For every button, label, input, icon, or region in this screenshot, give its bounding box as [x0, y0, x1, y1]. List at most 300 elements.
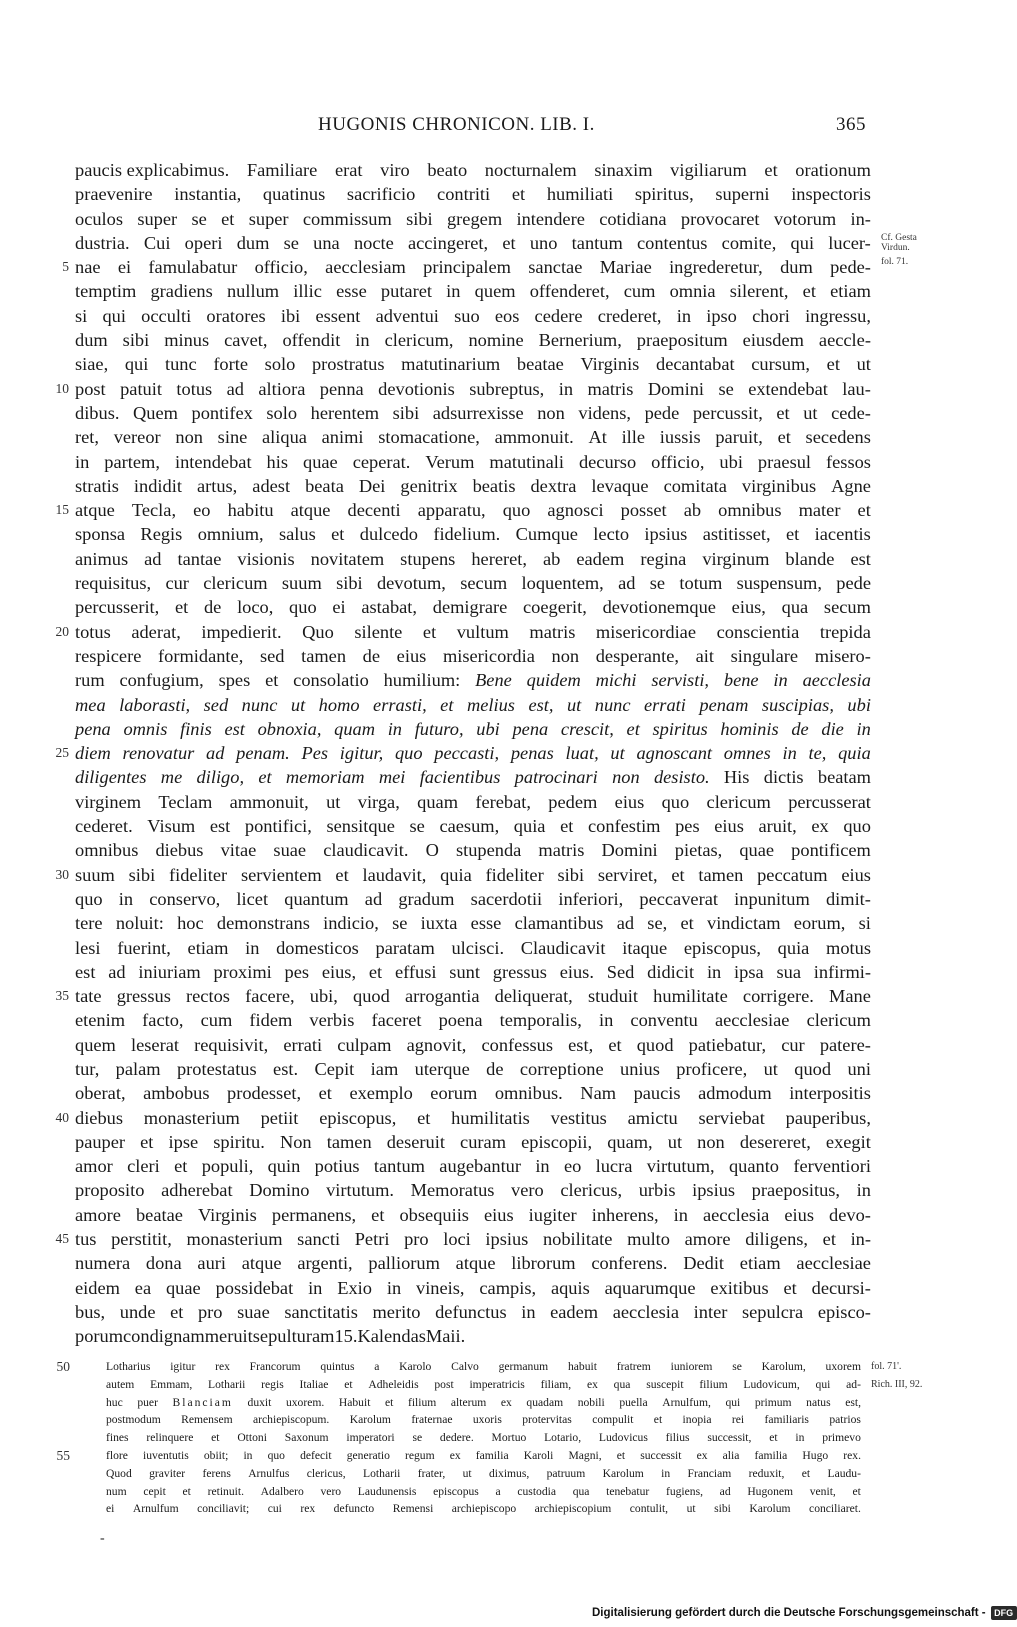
word: sanctitatis: [284, 1301, 358, 1322]
word: effusi: [394, 961, 437, 982]
word: monasterium: [143, 1107, 240, 1128]
word: sibi: [714, 1502, 731, 1516]
word: pede: [644, 402, 680, 423]
word: sibi: [128, 864, 156, 885]
word: Ludovicum,: [743, 1377, 800, 1391]
word: esse: [336, 281, 367, 302]
text-line: [75, 644, 871, 668]
word: se: [412, 1431, 423, 1445]
word: peccaverat: [639, 888, 718, 909]
word: in: [856, 1180, 871, 1201]
word: desisto.: [653, 767, 710, 788]
word: astabat,: [361, 597, 418, 618]
word: et: [671, 864, 685, 885]
word: rei: [731, 1413, 745, 1427]
word: Memoratus: [410, 1180, 495, 1201]
word: matris: [538, 840, 585, 861]
word: suum: [281, 573, 322, 594]
word: errati: [643, 694, 686, 715]
word: contulit,: [629, 1502, 669, 1516]
credit-text: Digitalisierung gefördert durch die Deutsche Forschungsgemeinschaft -: [592, 1607, 986, 1619]
word: in: [773, 670, 788, 691]
word: est,: [845, 1395, 861, 1409]
running-header: [0, 114, 1000, 138]
word: paucis: [633, 1083, 681, 1104]
word: eius: [396, 645, 427, 666]
word: prodesset,: [227, 1083, 302, 1104]
word: qua: [613, 1377, 631, 1391]
word: tur,: [75, 1058, 100, 1079]
word: stupens: [400, 548, 456, 569]
word: vereor: [113, 427, 161, 448]
word: cederet.: [75, 816, 133, 837]
word: clericum,: [384, 330, 454, 351]
word: dum: [236, 232, 270, 253]
word: familiaris: [764, 1413, 809, 1427]
word: Cui: [143, 232, 171, 253]
word: penam.: [236, 743, 290, 764]
word: reduxit,: [748, 1466, 785, 1480]
word: ut: [686, 1502, 696, 1516]
word: urbis: [638, 1180, 676, 1201]
word: qua: [572, 1484, 590, 1498]
word: postmodum: [106, 1413, 161, 1427]
word: minus: [164, 330, 210, 351]
word: ei: [117, 257, 132, 278]
word: se: [409, 816, 425, 837]
word: exitibus: [710, 1277, 769, 1298]
word: misericordiae: [595, 621, 697, 642]
word: ammonuit,: [229, 791, 309, 812]
word: Verum: [425, 451, 475, 472]
word: imperatricis: [469, 1377, 525, 1391]
word: decursi-: [811, 1277, 871, 1298]
word: quae: [739, 840, 775, 861]
word: eius: [784, 1204, 814, 1225]
word: ea: [134, 1277, 152, 1298]
word: eos: [494, 305, 520, 326]
word: ut: [763, 1058, 778, 1079]
word: Agne: [831, 475, 871, 496]
word: inter: [693, 1301, 728, 1322]
word: sacrificio: [346, 184, 416, 205]
word: sed: [203, 694, 229, 715]
word: confugium,: [119, 670, 204, 691]
word: ceperat.: [352, 451, 411, 472]
word: eiusdem: [742, 330, 804, 351]
word: porum: [75, 1326, 124, 1347]
word: indicio,: [323, 913, 379, 934]
word: animus: [75, 548, 129, 569]
word: cavet,: [224, 330, 268, 351]
word: Visum: [147, 816, 196, 837]
word: et: [140, 1131, 154, 1152]
word: pontificem: [791, 840, 871, 861]
text-line: [75, 717, 871, 741]
word: provocaret: [680, 208, 760, 229]
word: ibi: [280, 305, 301, 326]
word: atque: [241, 1253, 282, 1274]
word: dedere.: [439, 1431, 474, 1445]
word: praepositum: [636, 330, 728, 351]
word: in-: [850, 208, 871, 229]
word: et: [211, 1431, 220, 1445]
word: pede-: [830, 257, 871, 278]
text-line: [75, 765, 871, 789]
word: chori: [752, 305, 790, 326]
word: dum: [780, 257, 813, 278]
word: et: [265, 670, 279, 691]
text-line: [75, 1057, 871, 1081]
word: omnes: [723, 743, 771, 764]
word: pauperibus,: [785, 1107, 871, 1128]
text-line: [75, 474, 871, 498]
word: filius: [665, 1431, 690, 1445]
word: diximus,: [489, 1466, 530, 1480]
word: quia: [777, 937, 810, 958]
word: permanens,: [271, 1204, 357, 1225]
word: errasti,: [373, 694, 427, 715]
word: hoc: [177, 913, 204, 934]
word: et: [502, 232, 516, 253]
word: nunc: [241, 694, 278, 715]
line-number: 25: [55, 745, 69, 761]
word: itaque: [622, 937, 668, 958]
word: correptione: [519, 1058, 604, 1079]
word: his: [266, 451, 289, 472]
word: iuventutis: [143, 1448, 189, 1462]
word: servientem: [240, 864, 322, 885]
word: Kalendas: [357, 1326, 426, 1347]
word: omnibus: [75, 840, 139, 861]
word: pro: [197, 1301, 223, 1322]
word: germanum: [498, 1360, 549, 1373]
word: percusserat: [788, 791, 871, 812]
word: qui: [815, 1377, 831, 1391]
word: et: [318, 1083, 332, 1104]
word: partem,: [104, 451, 160, 472]
word: compulit: [592, 1413, 634, 1427]
word: et: [258, 767, 272, 788]
text-line: [55, 498, 871, 522]
word: post: [434, 1377, 454, 1391]
word: multo: [627, 1229, 670, 1250]
text-line: [55, 1106, 871, 1130]
word: quia: [440, 864, 472, 885]
word: humilitatis: [451, 1107, 530, 1128]
word: virtutum,: [646, 1156, 715, 1177]
word: viro: [380, 160, 410, 180]
word: unde: [119, 1301, 156, 1322]
word: in: [706, 961, 722, 982]
word: decurso: [578, 451, 637, 472]
word: eorum: [430, 1083, 478, 1104]
word: patuit: [120, 378, 162, 399]
word: se: [718, 378, 734, 399]
word: et: [616, 1448, 626, 1462]
text-line: [75, 1251, 871, 1275]
text-line: [55, 377, 871, 401]
word: interpositis: [789, 1083, 871, 1104]
word: pede: [836, 573, 871, 594]
word: homo: [318, 694, 360, 715]
word: diem: [75, 743, 111, 764]
bottom-mark: -: [100, 1531, 105, 1546]
word: spiritus: [652, 718, 708, 739]
word: ad: [226, 378, 244, 399]
word: in: [535, 1156, 550, 1177]
word: quem: [75, 1034, 116, 1055]
word: in: [673, 1204, 688, 1225]
text-line: [75, 1130, 871, 1154]
word: tantum: [571, 232, 623, 253]
word: noluit:: [115, 913, 164, 934]
word: Ludovicus: [598, 1431, 648, 1445]
text-line: [75, 450, 871, 474]
word: in: [387, 718, 402, 739]
word: atque: [75, 500, 115, 521]
word: erat: [334, 160, 363, 180]
word: misericordia: [442, 645, 535, 666]
word: faceret: [371, 1010, 422, 1031]
word: et: [801, 1466, 811, 1480]
word: et: [783, 1277, 797, 1298]
word: suae: [237, 1301, 270, 1322]
word: eius: [484, 1204, 514, 1225]
line-number: 10: [55, 380, 69, 396]
word: verbis: [309, 1010, 355, 1031]
word: Dei: [358, 475, 386, 496]
word: potius: [314, 1156, 360, 1177]
text-line: [55, 741, 871, 765]
word: et: [852, 1484, 861, 1498]
word: quidem: [526, 670, 581, 691]
word: votorum: [773, 208, 837, 229]
word: a: [374, 1360, 380, 1373]
word: virginem: [75, 791, 142, 812]
word: ad: [144, 548, 162, 569]
word: solo: [266, 402, 298, 423]
word: His: [723, 767, 750, 788]
word: Dedit: [683, 1253, 725, 1274]
word: in: [521, 1301, 536, 1322]
word: ut: [856, 354, 871, 375]
word: et: [331, 524, 345, 545]
word: atque: [290, 500, 331, 521]
word: arrogantia: [404, 986, 480, 1007]
word: et: [653, 1413, 663, 1427]
word: populi,: [201, 1156, 254, 1177]
word: obnoxia,: [257, 718, 322, 739]
word: agnosci: [547, 500, 604, 521]
word: Saxonum: [284, 1431, 329, 1445]
word: pontifex: [191, 402, 253, 423]
word: secum: [460, 573, 508, 594]
word: Laudu-: [827, 1466, 861, 1480]
word: amore: [75, 1204, 121, 1225]
line-number: 50: [56, 1359, 70, 1374]
word: subreptus,: [469, 378, 545, 399]
word: dustria.: [75, 232, 130, 253]
word: extendebat: [748, 378, 828, 399]
word: melius: [466, 694, 515, 715]
word: gradum: [398, 888, 455, 909]
word: stomacatione,: [378, 427, 480, 448]
text-line: [75, 401, 871, 425]
word: patrios: [829, 1413, 861, 1427]
word: ubi: [476, 718, 500, 739]
word: loco,: [237, 597, 274, 618]
line-number: 55: [56, 1447, 70, 1463]
word: aquarumque: [604, 1277, 696, 1298]
word: quin: [267, 1156, 301, 1177]
word: virga,: [357, 791, 400, 812]
word: temporalis,: [499, 1010, 582, 1031]
word: crederet,: [597, 305, 662, 326]
word: proposito: [75, 1180, 145, 1201]
word: stupenda: [455, 840, 522, 861]
word: una: [313, 232, 340, 253]
word: eadem: [550, 1301, 599, 1322]
word: quem: [474, 281, 516, 302]
word: meruit: [204, 1326, 253, 1347]
footnote-line: [106, 1376, 861, 1394]
word: episcopus: [433, 1484, 479, 1498]
word: duxit: [247, 1395, 272, 1409]
word: famulabatur: [148, 257, 238, 278]
word: suscepit: [646, 1377, 684, 1391]
word: patere-: [819, 1034, 871, 1055]
word: Laudunensis: [357, 1484, 417, 1498]
word: relinquere: [146, 1431, 194, 1445]
word: aecclesiam: [325, 257, 406, 278]
word: forte: [213, 354, 249, 375]
word: illic: [293, 281, 322, 302]
text-line: [75, 1178, 871, 1202]
word: clamantibus: [514, 913, 604, 934]
text-line: [75, 1008, 871, 1032]
word: hereret,: [471, 548, 527, 569]
word: monasterium: [186, 1229, 283, 1250]
word: alterum: [450, 1395, 487, 1409]
word: conscientia: [716, 621, 800, 642]
word: visionis: [237, 548, 295, 569]
word: regum: [404, 1448, 435, 1462]
word: et: [857, 500, 871, 521]
word: stratis: [75, 475, 119, 496]
footnote-line: [106, 1429, 861, 1447]
word: defecit: [300, 1448, 332, 1462]
word: graviter: [149, 1466, 186, 1480]
word: ingrederetur,: [669, 257, 763, 278]
word: primum: [754, 1395, 792, 1409]
word: quae: [303, 451, 338, 472]
word: occulti: [141, 305, 192, 326]
word: numera: [75, 1253, 131, 1274]
word: ingressu,: [805, 305, 871, 326]
word: Virginis: [197, 1204, 257, 1225]
word: ipsius: [644, 524, 688, 545]
text-line: [75, 838, 871, 862]
text-line: [75, 1276, 871, 1300]
word: O: [425, 840, 439, 861]
word: in: [245, 937, 260, 958]
word: orationum: [795, 160, 871, 180]
word: in: [782, 743, 797, 764]
word: contriti: [437, 184, 491, 205]
word: Domino: [249, 1180, 310, 1201]
word: Non: [279, 1131, 312, 1152]
word: in: [243, 1448, 253, 1462]
word: comitata: [663, 475, 727, 496]
word: paratam: [375, 937, 435, 958]
word: Sed: [606, 961, 635, 982]
word: Lotharii: [208, 1377, 246, 1391]
word: matris: [587, 378, 634, 399]
word: confestim: [587, 816, 661, 837]
word: penna: [319, 378, 364, 399]
word: ad: [616, 913, 635, 934]
word: essent: [315, 305, 361, 326]
word: et: [182, 1484, 191, 1498]
word: possidebat: [215, 1277, 294, 1298]
word: cur: [165, 573, 189, 594]
word: vigiliarum: [670, 160, 747, 180]
word: blande: [785, 548, 835, 569]
word: qui: [102, 305, 126, 326]
word: respicere: [75, 645, 142, 666]
word: vindictam: [707, 913, 781, 934]
word: putaret: [380, 281, 432, 302]
word: in: [75, 451, 90, 472]
word: temptim: [75, 281, 137, 302]
word: in: [795, 1431, 805, 1445]
word: silerent,: [729, 281, 789, 302]
word: Karolum: [349, 1413, 391, 1427]
word: novitatem: [310, 548, 385, 569]
word: pietas,: [674, 840, 723, 861]
text-line: [75, 693, 871, 717]
word: offendit: [282, 330, 341, 351]
word: facto,: [142, 1010, 184, 1031]
word: aeccle-: [818, 330, 871, 351]
word: dibus.: [75, 402, 120, 423]
word: sepulcra: [741, 1301, 804, 1322]
word: et: [826, 354, 840, 375]
word: amor: [75, 1156, 113, 1177]
word: ulcisci.: [451, 937, 505, 958]
word: spiritu.: [213, 1131, 265, 1152]
word: atque: [455, 1253, 496, 1274]
word: penam: [699, 694, 749, 715]
word: et: [170, 1301, 184, 1322]
word: se: [283, 232, 299, 253]
word: demigrare: [432, 597, 508, 618]
word: adsurrexisse: [432, 402, 524, 423]
word: Karoli: [523, 1448, 554, 1462]
word: contentus: [636, 232, 708, 253]
word: in: [118, 888, 134, 909]
word: eorum,: [793, 913, 846, 934]
word: eius: [841, 864, 871, 885]
word: familia: [754, 1448, 788, 1462]
word: non: [175, 427, 203, 448]
word: Tecla,: [131, 500, 177, 521]
word: sinaxim: [594, 160, 653, 180]
word: uterque: [414, 1058, 470, 1079]
word: Exio: [337, 1277, 372, 1298]
word: aliqua: [262, 427, 307, 448]
